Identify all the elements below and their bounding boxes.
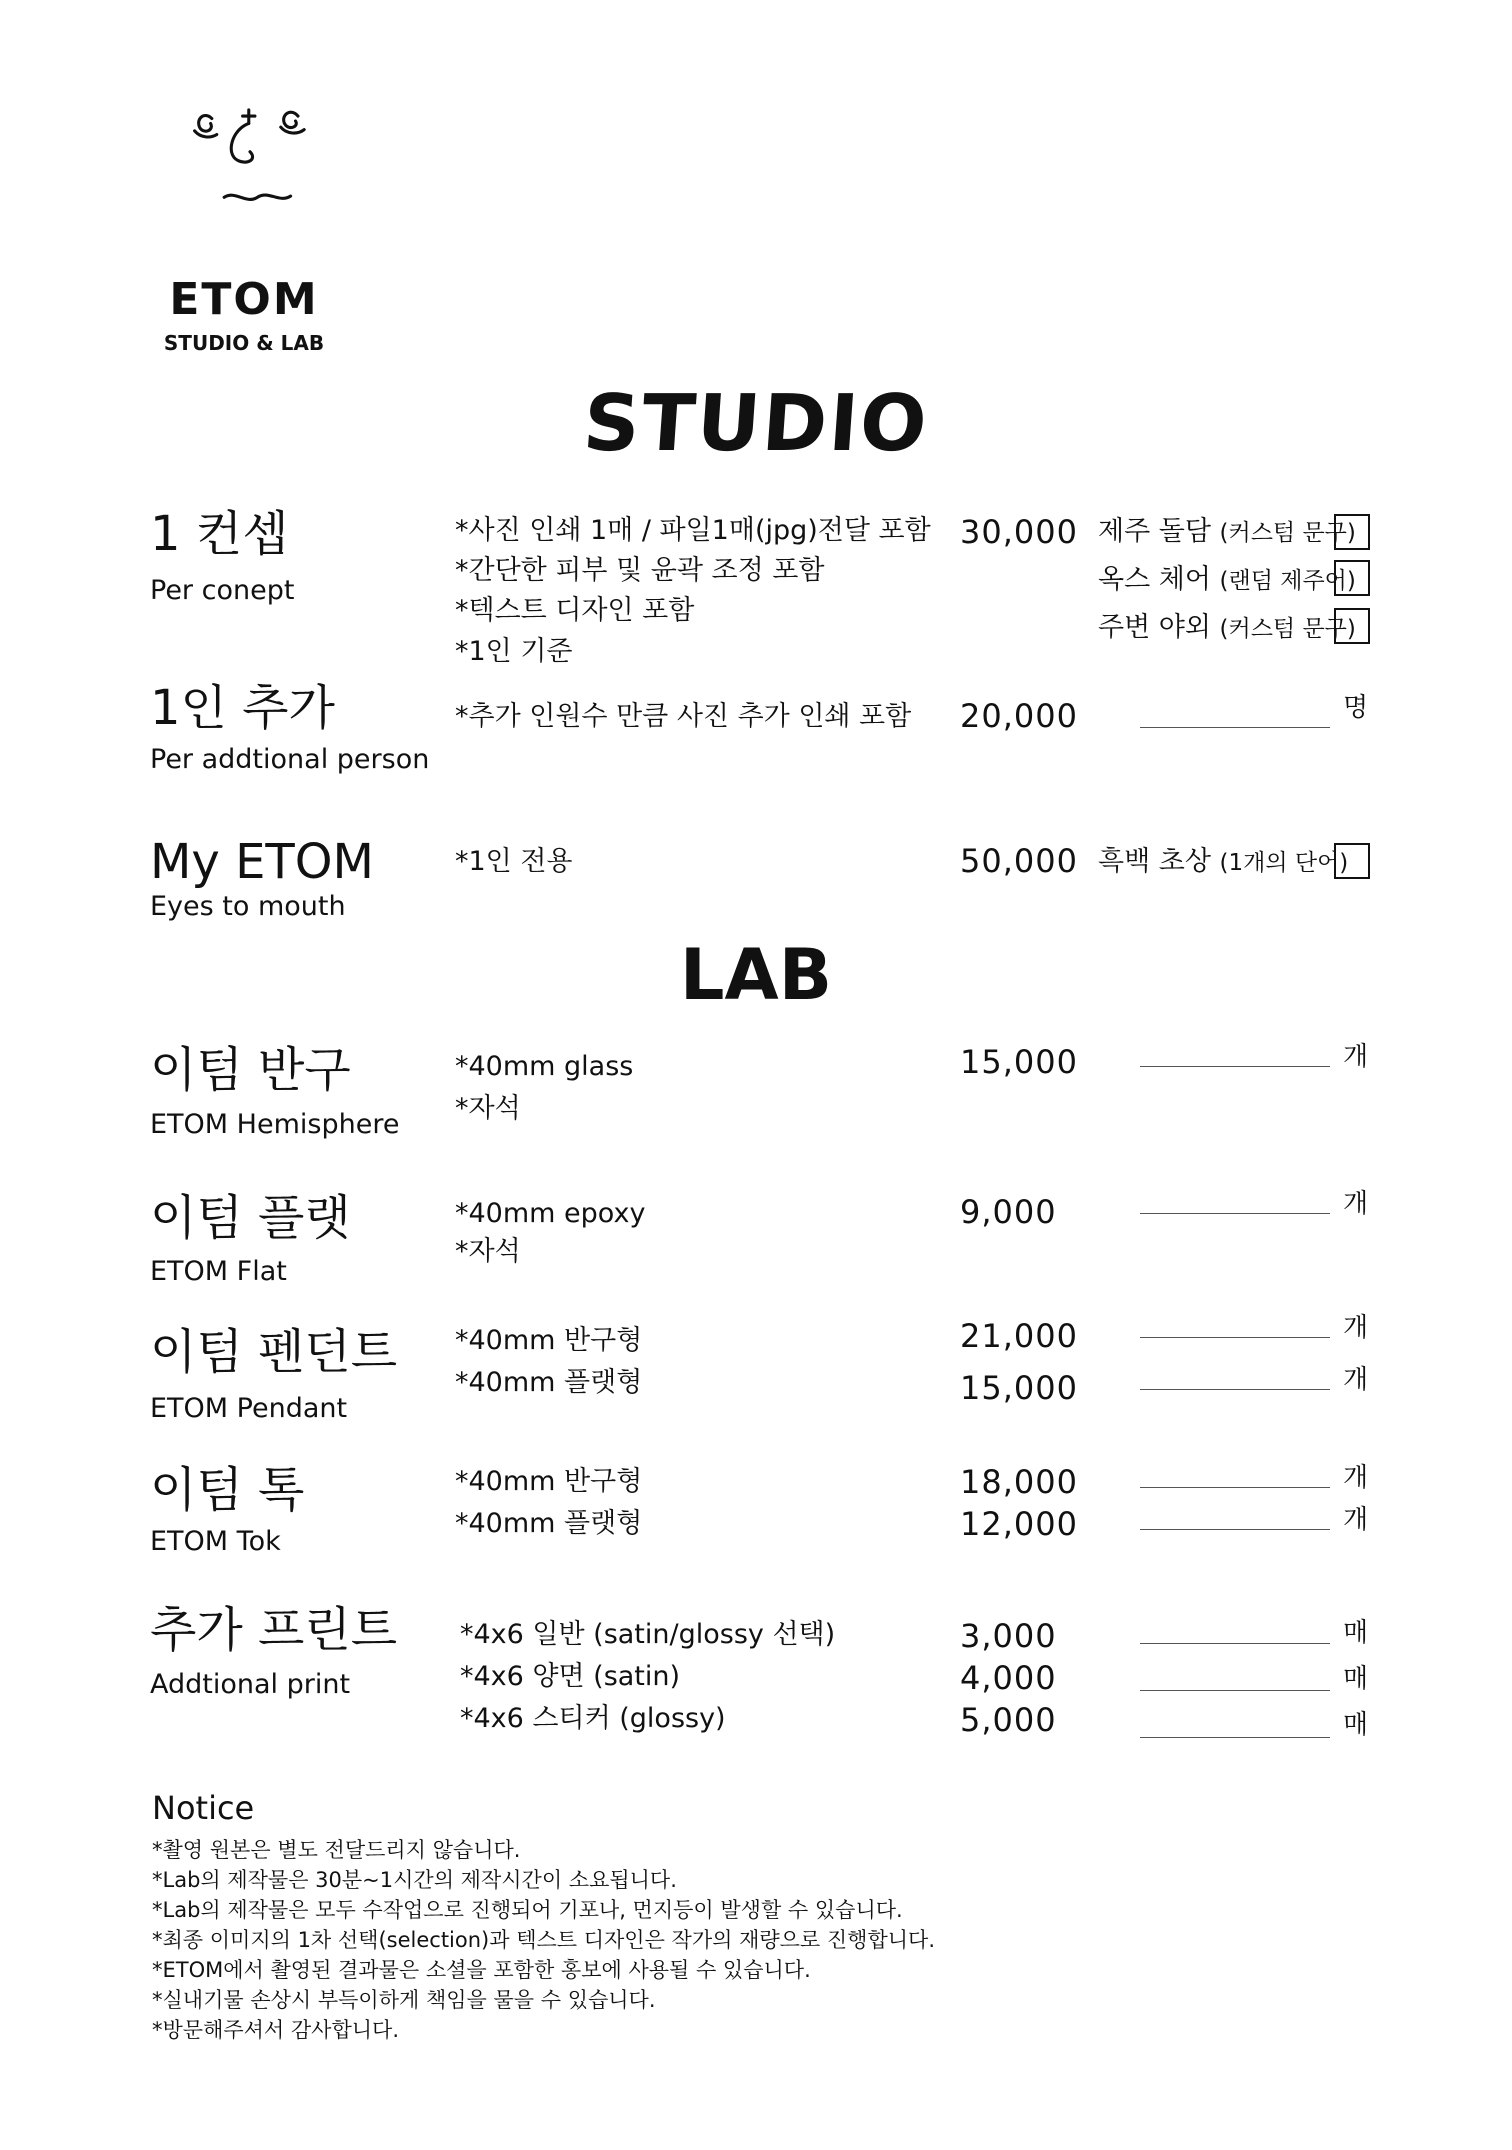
notice-item: *Lab의 제작물은 30분~1시간의 제작시간이 소요됩니다. — [152, 1868, 677, 1892]
price-concept: 30,000 — [960, 513, 1078, 551]
quantity-line[interactable] — [1140, 1337, 1330, 1338]
brand-name: ETOM — [169, 274, 319, 325]
item-name-flat: 이텀 플랫 — [150, 1190, 351, 1246]
desc-line: *4x6 일반 (satin/glossy 선택) — [460, 1619, 836, 1650]
desc-line: *1인 기준 — [455, 636, 573, 667]
section-title-lab: LAB — [679, 934, 833, 1016]
item-name-pendant: 이텀 펜던트 — [150, 1324, 398, 1380]
desc-line: *자석 — [455, 1236, 521, 1267]
item-name-en-additional-person: Per addtional person — [150, 744, 430, 775]
item-name-my-etom: My ETOM — [150, 834, 374, 890]
notice-item: *방문해주셔서 감사합니다. — [152, 2018, 399, 2042]
option-jeju-stone-wall: 제주 돌담 (커스텀 문구) — [1098, 516, 1356, 547]
desc-line: *40mm 플랫형 — [455, 1508, 643, 1539]
desc-line: *자석 — [455, 1093, 521, 1124]
desc-line: *4x6 양면 (satin) — [460, 1661, 681, 1692]
unit-label: 매 — [1343, 1710, 1369, 1740]
item-name-hemisphere: 이텀 반구 — [150, 1042, 351, 1098]
item-name-additional-person: 1인 추가 — [150, 680, 335, 736]
desc-line: *간단한 피부 및 윤곽 조정 포함 — [455, 555, 825, 586]
price-my-etom: 50,000 — [960, 842, 1078, 880]
desc-line: *추가 인원수 만큼 사진 추가 인쇄 포함 — [455, 701, 912, 732]
desc-line: *40mm 반구형 — [455, 1466, 643, 1497]
option-outdoor: 주변 야외 (커스텀 문구) — [1098, 612, 1356, 643]
item-name-print: 추가 프린트 — [150, 1602, 398, 1658]
unit-label: 개 — [1343, 1042, 1369, 1072]
price-additional-person: 20,000 — [960, 697, 1078, 735]
item-name-en-flat: ETOM Flat — [150, 1256, 287, 1287]
item-name-en-tok: ETOM Tok — [150, 1526, 281, 1557]
desc-line: *4x6 스티커 (glossy) — [460, 1703, 726, 1734]
unit-label: 명 — [1343, 693, 1369, 723]
checkbox-outdoor[interactable] — [1334, 608, 1370, 644]
quantity-line[interactable] — [1140, 1487, 1330, 1488]
option-bw-portrait: 흑백 초상 (1개의 단어) — [1098, 846, 1349, 877]
quantity-line[interactable] — [1140, 727, 1330, 728]
unit-label: 개 — [1343, 1365, 1369, 1395]
quantity-line[interactable] — [1140, 1643, 1330, 1644]
item-name-en-concept: Per conept — [150, 575, 295, 606]
item-name-en-pendant: ETOM Pendant — [150, 1393, 348, 1424]
price-print-sticker: 5,000 — [960, 1701, 1057, 1739]
price-tok-hemisphere: 18,000 — [960, 1463, 1078, 1501]
item-name-concept: 1 컨셉 — [150, 506, 289, 562]
checkbox-bw-portrait[interactable] — [1334, 843, 1370, 879]
quantity-line[interactable] — [1140, 1389, 1330, 1390]
desc-line: *사진 인쇄 1매 / 파일1매(jpg)전달 포함 — [455, 515, 931, 546]
price-pendant-flat: 15,000 — [960, 1369, 1078, 1407]
quantity-line[interactable] — [1140, 1690, 1330, 1691]
desc-line: *40mm 반구형 — [455, 1325, 643, 1356]
item-name-en-print: Addtional print — [150, 1669, 351, 1700]
unit-label: 개 — [1343, 1463, 1369, 1493]
desc-line: *1인 전용 — [455, 846, 573, 877]
notice-title: Notice — [152, 1789, 255, 1827]
price-tok-flat: 12,000 — [960, 1505, 1078, 1543]
unit-label: 매 — [1343, 1618, 1369, 1648]
checkbox-jeju-stone-wall[interactable] — [1334, 514, 1370, 550]
option-ox-chair: 옥스 체어 (랜덤 제주어) — [1098, 564, 1356, 595]
unit-label: 개 — [1343, 1313, 1369, 1343]
price-pendant-hemisphere: 21,000 — [960, 1317, 1078, 1355]
price-print-double: 4,000 — [960, 1659, 1057, 1697]
desc-line: *텍스트 디자인 포함 — [455, 595, 695, 626]
price-print-standard: 3,000 — [960, 1617, 1057, 1655]
brand-tagline: STUDIO & LAB — [163, 331, 325, 355]
price-flat: 9,000 — [960, 1193, 1057, 1231]
section-title-studio: STUDIO — [580, 379, 932, 469]
desc-line: *40mm glass — [455, 1051, 634, 1082]
unit-label: 매 — [1343, 1664, 1369, 1694]
item-name-en-my-etom: Eyes to mouth — [150, 891, 346, 922]
quantity-line[interactable] — [1140, 1066, 1330, 1067]
notice-item: *Lab의 제작물은 모두 수작업으로 진행되어 기포나, 먼지등이 발생할 수 있습니다. — [152, 1898, 903, 1922]
unit-label: 개 — [1343, 1505, 1369, 1535]
notice-item: *촬영 원본은 별도 전달드리지 않습니다. — [152, 1838, 521, 1862]
checkbox-ox-chair[interactable] — [1334, 560, 1370, 596]
desc-line: *40mm epoxy — [455, 1198, 646, 1229]
item-name-en-hemisphere: ETOM Hemisphere — [150, 1109, 400, 1140]
quantity-line[interactable] — [1140, 1529, 1330, 1530]
item-name-tok: 이텀 톡 — [150, 1462, 305, 1518]
notice-item: *ETOM에서 촬영된 결과물은 소셜을 포함한 홍보에 사용될 수 있습니다. — [152, 1958, 811, 1982]
desc-line: *40mm 플랫형 — [455, 1367, 643, 1398]
quantity-line[interactable] — [1140, 1737, 1330, 1738]
notice-item: *최종 이미지의 1차 선택(selection)과 텍스트 디자인은 작가의 재량으로 진행합니다. — [152, 1928, 936, 1952]
quantity-line[interactable] — [1140, 1213, 1330, 1214]
notice-item: *실내기물 손상시 부득이하게 책임을 물을 수 있습니다. — [152, 1988, 656, 2012]
unit-label: 개 — [1343, 1189, 1369, 1219]
logo-face-icon — [150, 105, 350, 265]
price-hemisphere: 15,000 — [960, 1043, 1078, 1081]
